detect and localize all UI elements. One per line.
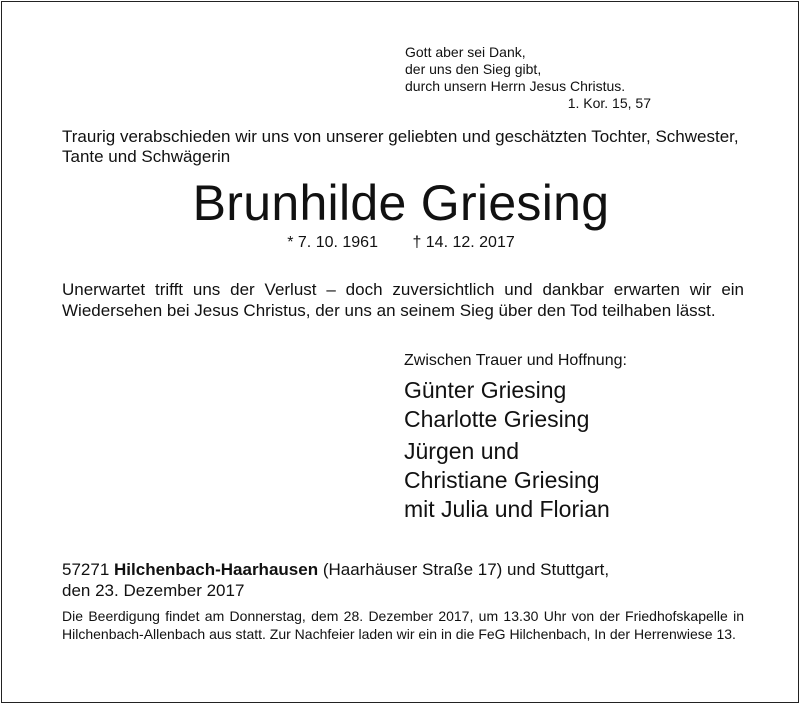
death-date: † 14. 12. 2017	[412, 234, 515, 251]
life-dates	[2, 233, 800, 253]
bible-verse	[405, 44, 655, 112]
deceased-name: Brunhilde Griesing	[192, 175, 610, 231]
verse-line: der uns den Sieg gibt,	[405, 61, 542, 77]
mourner-name: Jürgen und	[404, 438, 520, 464]
obituary-notice	[1, 1, 799, 703]
funeral-notice: Die Beerdigung findet am Donnerstag, dem 28. Dezember 2017, um 13.30 Uhr von der Friedhofskapelle in Hilchenbach-Allenbach aus statt. Zur Nachfeier laden wir ein in die FeG Hilchenbach, In der Herrenwiese 13.	[62, 608, 744, 642]
postal-code: 57271	[62, 560, 110, 579]
address-rest: (Haarhäuser Straße 17) und Stuttgart,	[322, 560, 610, 579]
mourner-name: Christiane Griesing	[404, 467, 600, 493]
verse-line: Gott aber sei Dank,	[405, 44, 526, 60]
mourner-name: mit Julia und Florian	[404, 496, 610, 522]
notice-date: den 23. Dezember 2017	[62, 581, 245, 600]
birth-date: * 7. 10. 1961	[287, 234, 378, 251]
mourners-list	[404, 376, 764, 524]
town-name: Hilchenbach-Haarhausen	[114, 560, 319, 579]
condolence-message: Unerwartet trifft uns der Verlust – doch zuversichtlich und dankbar erwarten wir ein Wiedersehen bei Jesus Christus, der uns an seinem Sieg über den Tod teilhaben lässt.	[62, 280, 744, 320]
place-and-date	[62, 559, 752, 601]
mourners-label: Zwischen Trauer und Hoffnung:	[404, 352, 627, 369]
intro-text: Traurig verabschieden wir uns von unserer geliebten und geschätzten Tochter, Schwester, Tante und Schwägerin	[62, 127, 739, 166]
verse-line: durch unsern Herrn Jesus Christus.	[405, 78, 626, 94]
mourner-name: Günter Griesing	[404, 377, 567, 403]
verse-reference: 1. Kor. 15, 57	[567, 95, 651, 111]
address-line	[62, 559, 752, 580]
mourner-name: Charlotte Griesing	[404, 406, 590, 432]
